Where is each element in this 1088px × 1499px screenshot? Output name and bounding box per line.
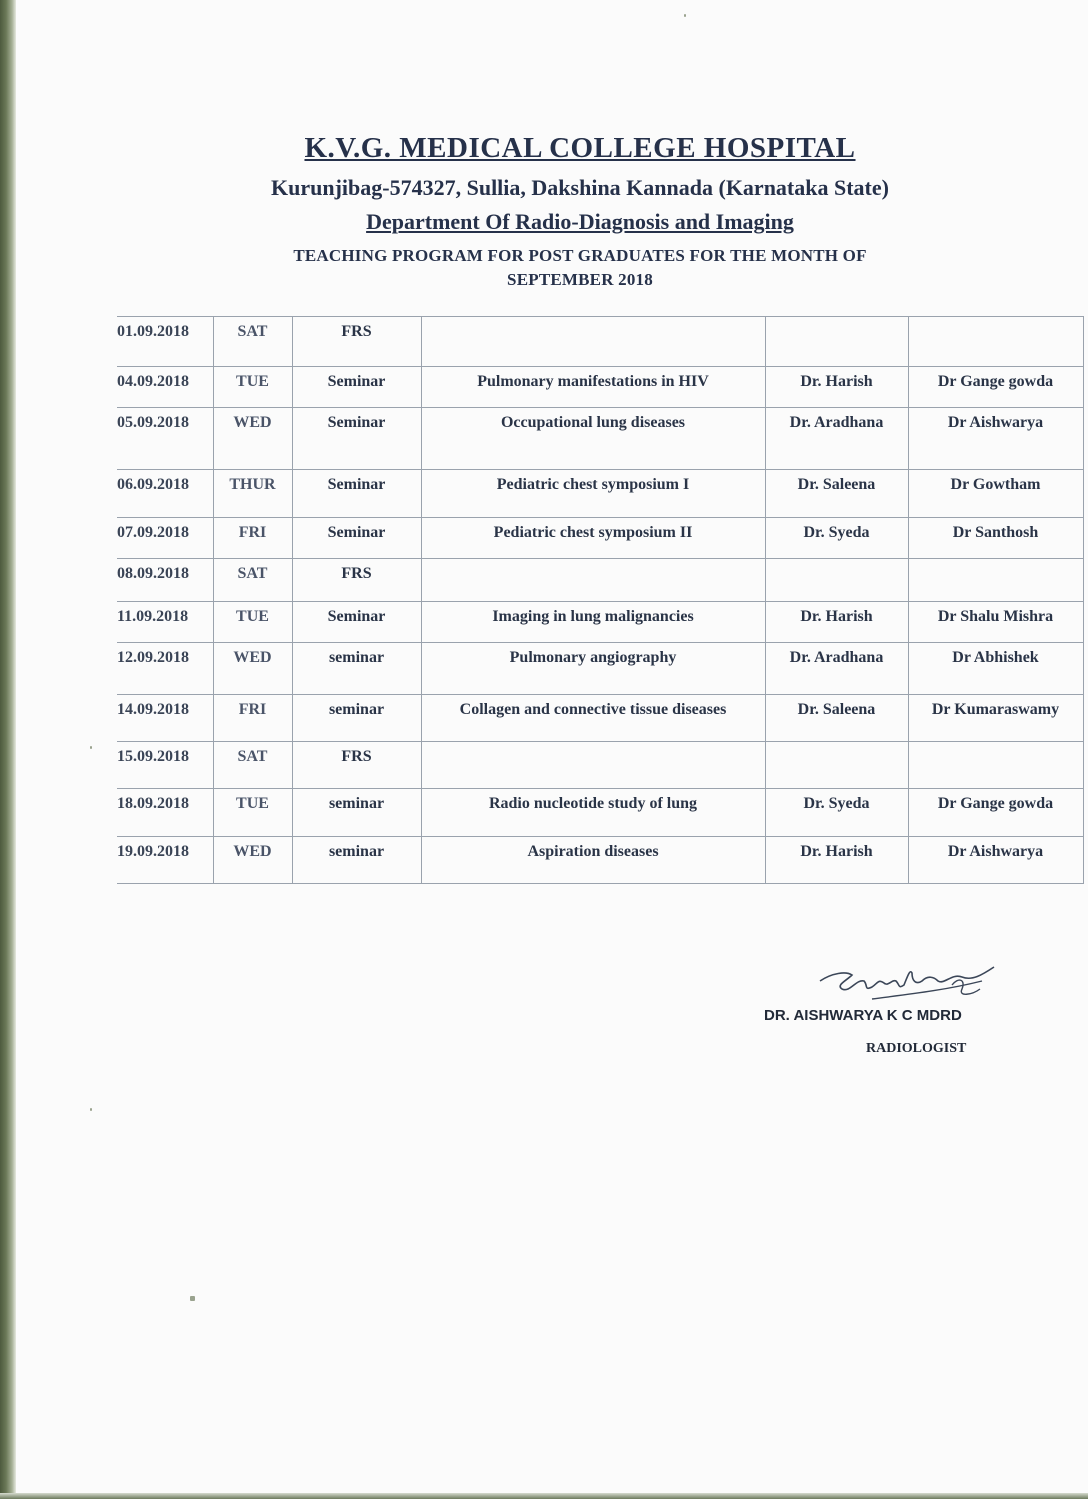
scan-speck xyxy=(90,1108,92,1111)
moderator-cell: Dr Abhishek xyxy=(908,643,1083,695)
program-heading-line1: TEACHING PROGRAM FOR POST GRADUATES FOR THE MONTH OF xyxy=(293,246,867,265)
signatory-name: DR. AISHWARYA K C MDRD xyxy=(764,1007,962,1024)
day-cell: THUR xyxy=(213,470,292,518)
scan-speck xyxy=(190,1296,195,1301)
date-cell: 04.09.2018 xyxy=(117,367,213,408)
schedule-row xyxy=(117,518,1083,559)
topic-cell: Imaging in lung malignancies xyxy=(421,602,765,643)
topic-cell: Collagen and connective tissue diseases xyxy=(421,695,765,742)
presenter-cell: Dr. Syeda xyxy=(765,789,908,837)
presenter-cell: Dr. Saleena xyxy=(765,470,908,518)
date-cell: 15.09.2018 xyxy=(117,742,213,789)
schedule-row xyxy=(117,837,1083,884)
presenter-cell: Dr. Aradhana xyxy=(765,408,908,470)
date-cell: 11.09.2018 xyxy=(117,602,213,643)
signature-scribble-icon xyxy=(812,955,1012,1013)
topic-cell xyxy=(421,317,765,367)
moderator-cell: Dr Aishwarya xyxy=(908,408,1083,470)
schedule-row xyxy=(117,559,1083,602)
program-heading xyxy=(0,244,1088,292)
scan-bottom-edge xyxy=(0,1493,1088,1499)
schedule-row xyxy=(117,742,1083,789)
day-cell: FRI xyxy=(213,518,292,559)
day-cell: FRI xyxy=(213,695,292,742)
hospital-address: Kurunjibag-574327, Sullia, Dakshina Kannada (Karnataka State) xyxy=(271,175,889,200)
date-cell: 14.09.2018 xyxy=(117,695,213,742)
topic-cell xyxy=(421,559,765,602)
session-type-cell: Seminar xyxy=(292,518,421,559)
department-name: Department Of Radio-Diagnosis and Imaging xyxy=(366,209,794,234)
moderator-cell xyxy=(908,559,1083,602)
topic-cell: Pediatric chest symposium II xyxy=(421,518,765,559)
date-cell: 19.09.2018 xyxy=(117,837,213,884)
document-header xyxy=(0,128,1088,292)
date-cell: 01.09.2018 xyxy=(117,317,213,367)
schedule-row xyxy=(117,317,1083,367)
moderator-cell: Dr Santhosh xyxy=(908,518,1083,559)
scan-speck xyxy=(684,14,686,17)
schedule-row xyxy=(117,602,1083,643)
session-type-cell: Seminar xyxy=(292,367,421,408)
moderator-cell xyxy=(908,742,1083,789)
day-cell: SAT xyxy=(213,317,292,367)
schedule-row xyxy=(117,408,1083,470)
day-cell: TUE xyxy=(213,602,292,643)
presenter-cell: Dr. Harish xyxy=(765,837,908,884)
presenter-cell: Dr. Aradhana xyxy=(765,643,908,695)
day-cell: TUE xyxy=(213,789,292,837)
scan-speck xyxy=(90,746,92,749)
day-cell: TUE xyxy=(213,367,292,408)
teaching-schedule-table xyxy=(117,316,1084,884)
topic-cell: Pulmonary angiography xyxy=(421,643,765,695)
hospital-title: K.V.G. MEDICAL COLLEGE HOSPITAL xyxy=(304,132,856,164)
session-type-cell: seminar xyxy=(292,695,421,742)
session-type-cell: FRS xyxy=(292,317,421,367)
topic-cell: Aspiration diseases xyxy=(421,837,765,884)
program-month: SEPTEMBER 2018 xyxy=(507,270,653,289)
date-cell: 18.09.2018 xyxy=(117,789,213,837)
moderator-cell: Dr Gange gowda xyxy=(908,789,1083,837)
topic-cell xyxy=(421,742,765,789)
topic-cell: Pediatric chest symposium I xyxy=(421,470,765,518)
presenter-cell xyxy=(765,317,908,367)
date-cell: 12.09.2018 xyxy=(117,643,213,695)
presenter-cell: Dr. Harish xyxy=(765,602,908,643)
moderator-cell xyxy=(908,317,1083,367)
moderator-cell: Dr Gowtham xyxy=(908,470,1083,518)
day-cell: WED xyxy=(213,643,292,695)
session-type-cell: seminar xyxy=(292,789,421,837)
presenter-cell: Dr. Syeda xyxy=(765,518,908,559)
schedule-row xyxy=(117,695,1083,742)
presenter-cell: Dr. Saleena xyxy=(765,695,908,742)
date-cell: 07.09.2018 xyxy=(117,518,213,559)
session-type-cell: FRS xyxy=(292,742,421,789)
session-type-cell: seminar xyxy=(292,643,421,695)
moderator-cell: Dr Kumaraswamy xyxy=(908,695,1083,742)
date-cell: 06.09.2018 xyxy=(117,470,213,518)
schedule-row xyxy=(117,789,1083,837)
date-cell: 08.09.2018 xyxy=(117,559,213,602)
session-type-cell: Seminar xyxy=(292,470,421,518)
presenter-cell: Dr. Harish xyxy=(765,367,908,408)
schedule-row xyxy=(117,367,1083,408)
schedule-row xyxy=(117,470,1083,518)
moderator-cell: Dr Shalu Mishra xyxy=(908,602,1083,643)
session-type-cell: Seminar xyxy=(292,408,421,470)
day-cell: WED xyxy=(213,408,292,470)
date-cell: 05.09.2018 xyxy=(117,408,213,470)
topic-cell: Radio nucleotide study of lung xyxy=(421,789,765,837)
day-cell: SAT xyxy=(213,559,292,602)
signatory-title: RADIOLOGIST xyxy=(866,1041,967,1056)
session-type-cell: FRS xyxy=(292,559,421,602)
presenter-cell xyxy=(765,559,908,602)
moderator-cell: Dr Gange gowda xyxy=(908,367,1083,408)
moderator-cell: Dr Aishwarya xyxy=(908,837,1083,884)
topic-cell: Pulmonary manifestations in HIV xyxy=(421,367,765,408)
session-type-cell: Seminar xyxy=(292,602,421,643)
session-type-cell: seminar xyxy=(292,837,421,884)
topic-cell: Occupational lung diseases xyxy=(421,408,765,470)
schedule-row xyxy=(117,643,1083,695)
day-cell: WED xyxy=(213,837,292,884)
day-cell: SAT xyxy=(213,742,292,789)
presenter-cell xyxy=(765,742,908,789)
